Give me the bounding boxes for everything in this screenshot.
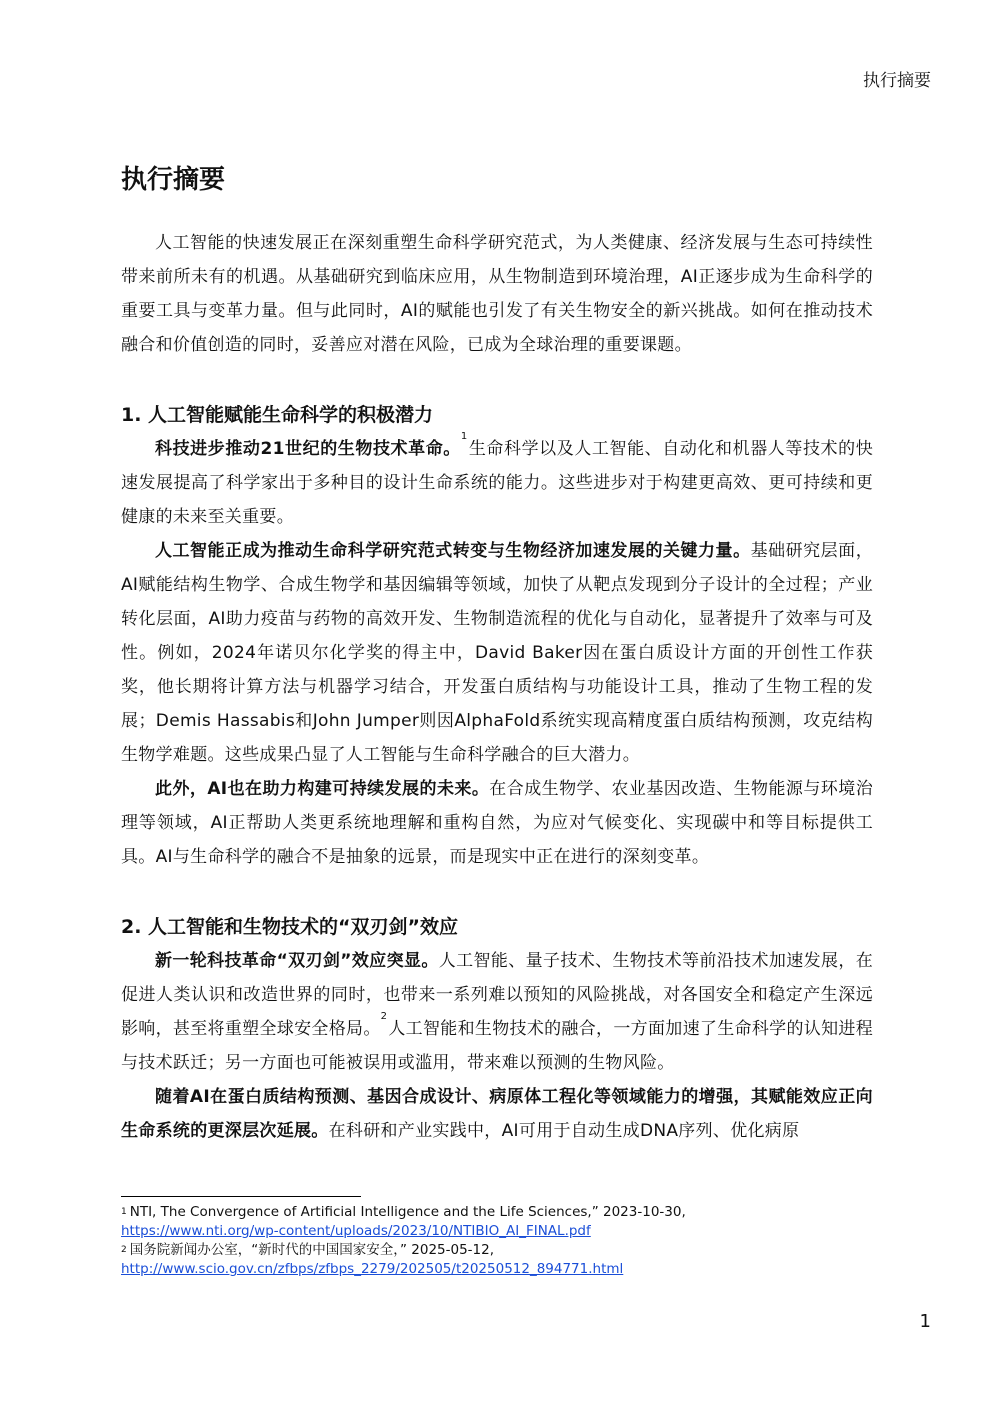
footnote-divider bbox=[121, 1196, 361, 1197]
paragraph-text: 生命科学以及人工智能、自动化和机器人等技术的快速发展提高了科学家出于多种目的设计生命系统的能力。这些进步对于构建更高效、更可持续和更健康的未来至关重要。 bbox=[121, 439, 873, 527]
footnote-ref[interactable]: 1 bbox=[460, 431, 468, 442]
section-1-heading: 1. 人工智能赋能生命科学的积极潜力 bbox=[121, 404, 434, 426]
intro-paragraph: 人工智能的快速发展正在深刻重塑生命科学研究范式，为人类健康、经济发展与生态可持续性带来前所未有的机遇。从基础研究到临床应用，从生物制造到环境治理，AI正逐步成为生命科学的重要工具与变革力量。但与此同时，AI的赋能也引发了有关生物安全的新兴挑战。如何在推动技术融合和价值创造的同时，妥善应对潜在风险，已成为全球治理的重要课题。 bbox=[121, 233, 873, 355]
footnote-link[interactable]: http://www.scio.gov.cn/zfbps/zfbps_2279/202505/t20250512_894771.html bbox=[121, 1261, 624, 1277]
bold-lead: 科技进步推动21世纪的生物技术革命。 bbox=[155, 439, 461, 459]
paragraph-text: 在科研和产业实践中，AI可用于自动生成DNA序列、优化病原 bbox=[328, 1121, 800, 1141]
running-header: 执行摘要 bbox=[863, 71, 931, 91]
section-2-paragraph-1 bbox=[121, 944, 873, 1080]
paragraph-text: 在合成生物学、农业基因改造、生物能源与环境治理等领域，AI正帮助人类更系统地理解和重构自然，为应对气候变化、实现碳中和等目标提供工具。AI与生命科学的融合不是抽象的远景，而是现实中正在进行的深刻变革。 bbox=[121, 779, 873, 867]
section-1-paragraph-3 bbox=[121, 772, 873, 874]
section-1-paragraph-2 bbox=[121, 534, 873, 772]
bold-lead: 人工智能正成为推动生命科学研究范式转变与生物经济加速发展的关键力量。 bbox=[155, 541, 751, 561]
footnote-text: NTI, The Convergence of Artificial Intelligence and the Life Sciences,” 2023-10-30, bbox=[129, 1204, 686, 1220]
footnote-number: 2 bbox=[121, 1245, 127, 1255]
footnote-2 bbox=[121, 1241, 881, 1279]
bold-lead: 此外，AI也在助力构建可持续发展的未来。 bbox=[155, 779, 490, 799]
page-number: 1 bbox=[919, 1311, 931, 1332]
footnotes bbox=[121, 1203, 881, 1279]
footnote-1 bbox=[121, 1203, 881, 1241]
footnote-text: 国务院新闻办公室，“新时代的中国国家安全，” 2025-05-12, bbox=[129, 1242, 495, 1258]
bold-lead: 新一轮科技革命“双刃剑”效应突显。 bbox=[155, 951, 439, 971]
section-2-paragraph-2 bbox=[121, 1080, 873, 1148]
footnote-ref[interactable]: 2 bbox=[380, 1011, 388, 1022]
section-2-heading: 2. 人工智能和生物技术的“双刃剑”效应 bbox=[121, 916, 459, 938]
bold-lead: 随着AI在蛋白质结构预测、基因合成设计、病原体工程化等领域能力的增强，其赋能效应正向生命系统的更深层次延展。 bbox=[121, 1087, 873, 1141]
main-content bbox=[121, 156, 873, 1148]
section-1-paragraph-1 bbox=[121, 432, 873, 534]
footnote-link[interactable]: https://www.nti.org/wp-content/uploads/2023/10/NTIBIO_AI_FINAL.pdf bbox=[121, 1223, 591, 1239]
paragraph-text: 基础研究层面，AI赋能结构生物学、合成生物学和基因编辑等领域，加快了从靶点发现到分子设计的全过程；产业转化层面，AI助力疫苗与药物的高效开发、生物制造流程的优化与自动化，显著提升了效率与可及性。例如，2024年诺贝尔化学奖的得主中，David Baker因在蛋白质设计方面的开创性工作获奖，他长期将计算方法与机器学习结合，开发蛋白质结构与功能设计工具，推动了生物工程的发展；Demis Hassabis和John Jumper则因AlphaFold系统实现高精度蛋白质结构预测，攻克结构生物学难题。这些成果凸显了人工智能与生命科学融合的巨大潜力。 bbox=[121, 541, 873, 765]
paragraph-text: 人工智能、量子技术、生物技术等前沿技术加速发展，在促进人类认识和改造世界的同时，也带来一系列难以预知的风险挑战，对各国安全和稳定产生深远影响，甚至将重塑全球安全格局。 bbox=[121, 951, 874, 1039]
paragraph-text: 人工智能和生物技术的融合，一方面加速了生命科学的认知进程与技术跃迁；另一方面也可能被误用或滥用，带来难以预测的生物风险。 bbox=[121, 1019, 874, 1073]
footnote-number: 1 bbox=[121, 1207, 127, 1217]
page-title: 执行摘要 bbox=[121, 165, 226, 195]
